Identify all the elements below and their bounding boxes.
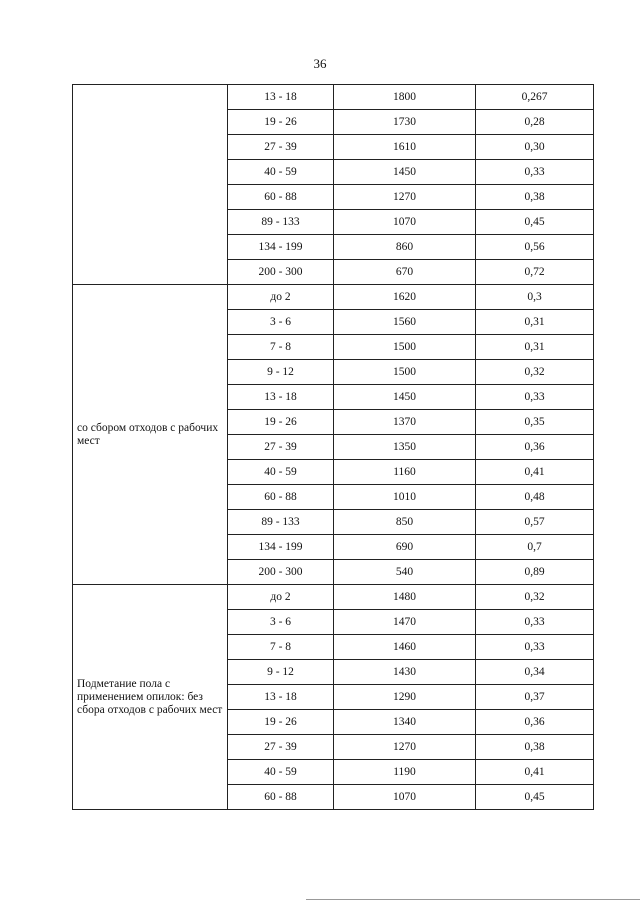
norm-cell: 1460: [334, 635, 476, 660]
range-cell: 9 - 12: [228, 660, 334, 685]
range-cell: 89 - 133: [228, 510, 334, 535]
coef-cell: 0,7: [476, 535, 594, 560]
norm-cell: 1370: [334, 410, 476, 435]
range-cell: 27 - 39: [228, 435, 334, 460]
coef-cell: 0,33: [476, 385, 594, 410]
norm-cell: 1290: [334, 685, 476, 710]
norm-cell: 1480: [334, 585, 476, 610]
coef-cell: 0,45: [476, 210, 594, 235]
range-cell: 40 - 59: [228, 460, 334, 485]
range-cell: 13 - 18: [228, 385, 334, 410]
work-type-cell: со сбором отходов с рабочих мест: [73, 285, 228, 585]
coef-cell: 0,37: [476, 685, 594, 710]
coef-cell: 0,48: [476, 485, 594, 510]
range-cell: до 2: [228, 285, 334, 310]
range-cell: 60 - 88: [228, 485, 334, 510]
coef-cell: 0,41: [476, 760, 594, 785]
range-cell: 7 - 8: [228, 335, 334, 360]
norm-cell: 1430: [334, 660, 476, 685]
range-cell: 40 - 59: [228, 760, 334, 785]
norm-cell: 1560: [334, 310, 476, 335]
coef-cell: 0,34: [476, 660, 594, 685]
norm-cell: 1610: [334, 135, 476, 160]
range-cell: 134 - 199: [228, 535, 334, 560]
coef-cell: 0,267: [476, 85, 594, 110]
range-cell: 13 - 18: [228, 85, 334, 110]
range-cell: 40 - 59: [228, 160, 334, 185]
bottom-rule: [306, 899, 640, 900]
range-cell: 19 - 26: [228, 710, 334, 735]
norm-cell: 1500: [334, 335, 476, 360]
coef-cell: 0,31: [476, 310, 594, 335]
norm-cell: 1350: [334, 435, 476, 460]
range-cell: 60 - 88: [228, 185, 334, 210]
range-cell: 13 - 18: [228, 685, 334, 710]
coef-cell: 0,72: [476, 260, 594, 285]
range-cell: 3 - 6: [228, 310, 334, 335]
coef-cell: 0,36: [476, 435, 594, 460]
norm-cell: 1010: [334, 485, 476, 510]
norm-cell: 1160: [334, 460, 476, 485]
norm-cell: 1270: [334, 735, 476, 760]
norm-cell: 1450: [334, 160, 476, 185]
range-cell: 19 - 26: [228, 110, 334, 135]
coef-cell: 0,28: [476, 110, 594, 135]
coef-cell: 0,31: [476, 335, 594, 360]
coef-cell: 0,32: [476, 360, 594, 385]
range-cell: 200 - 300: [228, 260, 334, 285]
coef-cell: 0,45: [476, 785, 594, 810]
norm-cell: 850: [334, 510, 476, 535]
coef-cell: 0,30: [476, 135, 594, 160]
coef-cell: 0,3: [476, 285, 594, 310]
coef-cell: 0,89: [476, 560, 594, 585]
coef-cell: 0,38: [476, 185, 594, 210]
coef-cell: 0,33: [476, 610, 594, 635]
coef-cell: 0,32: [476, 585, 594, 610]
norm-cell: 1070: [334, 785, 476, 810]
norms-table-body: [73, 85, 594, 810]
table-row: [73, 285, 594, 310]
range-cell: до 2: [228, 585, 334, 610]
range-cell: 7 - 8: [228, 635, 334, 660]
range-cell: 9 - 12: [228, 360, 334, 385]
range-cell: 89 - 133: [228, 210, 334, 235]
coef-cell: 0,33: [476, 635, 594, 660]
coef-cell: 0,33: [476, 160, 594, 185]
norm-cell: 1620: [334, 285, 476, 310]
range-cell: 19 - 26: [228, 410, 334, 435]
range-cell: 134 - 199: [228, 235, 334, 260]
norm-cell: 1340: [334, 710, 476, 735]
norm-cell: 1470: [334, 610, 476, 635]
range-cell: 3 - 6: [228, 610, 334, 635]
coef-cell: 0,41: [476, 460, 594, 485]
work-type-cell: Подметание пола с применением опилок: без сбора отходов с рабочих мест: [73, 585, 228, 810]
norm-cell: 1800: [334, 85, 476, 110]
table-row: [73, 585, 594, 610]
norms-table: [72, 84, 594, 810]
table-row: [73, 85, 594, 110]
coef-cell: 0,38: [476, 735, 594, 760]
norm-cell: 1270: [334, 185, 476, 210]
norm-cell: 1190: [334, 760, 476, 785]
range-cell: 27 - 39: [228, 735, 334, 760]
coef-cell: 0,35: [476, 410, 594, 435]
norm-cell: 1070: [334, 210, 476, 235]
range-cell: 27 - 39: [228, 135, 334, 160]
coef-cell: 0,36: [476, 710, 594, 735]
coef-cell: 0,57: [476, 510, 594, 535]
work-type-cell: [73, 85, 228, 285]
norm-cell: 860: [334, 235, 476, 260]
range-cell: 60 - 88: [228, 785, 334, 810]
norm-cell: 540: [334, 560, 476, 585]
norm-cell: 1730: [334, 110, 476, 135]
page-number: 36: [313, 56, 327, 71]
norm-cell: 670: [334, 260, 476, 285]
range-cell: 200 - 300: [228, 560, 334, 585]
norm-cell: 690: [334, 535, 476, 560]
norm-cell: 1450: [334, 385, 476, 410]
norm-cell: 1500: [334, 360, 476, 385]
coef-cell: 0,56: [476, 235, 594, 260]
